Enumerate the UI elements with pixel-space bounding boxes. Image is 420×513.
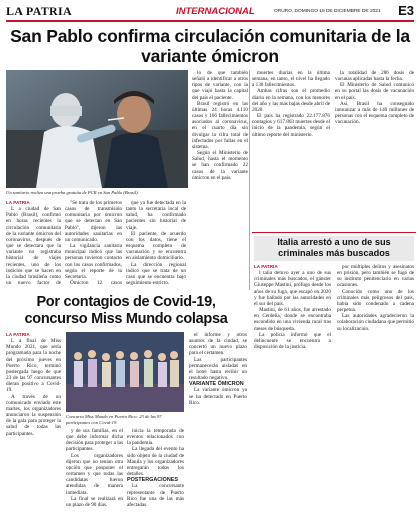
story2-paragraph: La variante ómicron ya se ha detectado en Puerto Rico. <box>189 387 247 406</box>
story1-column-6 <box>335 70 414 228</box>
story1-paragraph: L a ciudad de San Pablo (Brasil), confirmó en horas recientes la circulación comunitaria de la variante ómicron del coronavirus, después de que se detectara que la variante no registraba historial de viajes recientes, uno de los indicios que se hacen en la ciudad brasileña como un nuevo factor de <box>6 206 61 286</box>
story1-column-4 <box>192 70 248 286</box>
story1-paragraph: Según el Ministerio de Salud, hasta el momento se han confirmado 22 casos de la variante ómicron en el país. <box>192 150 248 181</box>
story2-paragraph: Las participantes permanecerán aisladas en el hotel hasta recibir un resultado negativo. <box>189 356 247 382</box>
story3-paragraph: por múltiples delitos y asesinatos en prisión, pero también se fugó de su instituto penitenciario en varias ocasiones. <box>337 264 414 289</box>
story1-photo <box>6 70 188 188</box>
story1-headline: San Pablo confirma circulación comunitaria de la variante ómicron <box>10 26 410 66</box>
story2-headline: Por contagios de Covid-19, concurso Miss Mundo colapsa <box>24 294 228 327</box>
story3-column-2 <box>337 264 414 504</box>
story2-column-4 <box>189 332 247 508</box>
story3-paragraph: La policía informó que el delincuente se encuentra a disposición de la justicia. <box>254 331 331 351</box>
story1-paragraph: "Se trata de los primeros casos de transmisión comunitaria por ómicron que se detectan en San Pablo", dijeron las autoridades sanitarias en un comunicado. <box>65 200 122 243</box>
story1-paragraph: Ambas cifras son el promedio diario en la semana, con los menores del año y las más bajas desde abril de 2020. <box>252 88 330 113</box>
story1-column-2 <box>65 200 122 286</box>
story3-paragraph: Las autoridades agradecieron la colaboración ciudadana que permitió su localización. <box>337 313 414 332</box>
story2-caption <box>66 414 184 425</box>
story1-paragraph: Brasil registró en las últimas 24 horas 4.110 casos y 166 fallecimientos asociados al coronavirus, en el cuarto día sin divulgar la cifra total de infectados por fallas en el sistema. <box>192 100 248 150</box>
story1-caption-text: Un sanitario realiza una prueba gratuita de PCR en San Pablo (Brasil). <box>6 190 139 195</box>
column-divider <box>249 70 250 290</box>
story3-column-1 <box>254 264 331 504</box>
story2-column-2 <box>66 428 123 508</box>
story3-byline: LA PATRIA <box>254 264 278 269</box>
story1-paragraph: La dirección regional indicó que se trata de un caso que se encuentra bajo seguimiento estricto. <box>126 261 186 286</box>
story1-paragraph: que ya fue detectada en la tanto la secretaría local de salud, ha confirmado pacientes sin historial de viaje. <box>126 200 186 231</box>
story2-column-3 <box>127 428 184 508</box>
story2-paragraph: La llegada del evento ha sido objeto de la ciudad de Manila y los organizadores entregarán todos los detalles. <box>127 446 184 478</box>
newspaper-logo: LA PATRIA <box>6 4 72 18</box>
story1-paragraph: Ómicron 12 casos <box>70 280 122 286</box>
story1-column-1 <box>6 200 61 286</box>
covid-test-photo <box>6 70 188 188</box>
publication-date: ORURO, DOMINGO 19 DE DICIEMBRE DE 2021 <box>274 9 381 14</box>
story2-paragraph: La final se realizará en un plazo de 90 días. <box>66 495 123 508</box>
story1-paragraph: La vigilancia sanitaria municipal indicó que las personas tuvieron contacto con los casos confirmados, según el reporte de la Secretaría. <box>65 243 122 280</box>
story1-paragraph: El país ha registrado 22.177.876 contagios y 617.803 muertes desde el inicio de la pandemia, según el último reporte del ministerio. <box>252 113 330 138</box>
story3-headline: Italia arrestó a uno de sus criminales más buscados <box>254 236 414 261</box>
story2-paragraph: L a final de Miss Mundo 2021, que sería programada para la noche del próximo jueves en Puerto Rico, terminó postergada luego de que 23 de las 97 concursantes dieran positivo a Covid-19. <box>6 338 61 394</box>
story2-paragraph: inicia la temporada de eventos relacionados con la pandemia. <box>127 428 184 447</box>
page-number: E3 <box>398 3 414 18</box>
story2-paragraph: La concursante representante de Puerto Rico fue una de las más afectadas. <box>127 483 184 508</box>
story2-paragraph: Los organizadores dijeron que no tenían otra opción que posponer el certamen y que todas las candidatas fueron atendidas de manera inmediata. <box>66 452 123 496</box>
story1-paragraph: Así, Brasil ha conseguido inmunizar a más de 140 millones de personas con el esquema completo de vacunación. <box>335 100 414 126</box>
story1-paragraph: muertes diarias en la última semana, en tanto, el nivel ha llegado a 130 fallecimientos. <box>252 70 330 89</box>
story3-box <box>252 232 416 508</box>
story2-photo <box>66 332 184 412</box>
story1-byline: LA PATRIA <box>6 200 30 205</box>
story3-paragraph: I talia detuvo ayer a uno de sus criminales más buscados, el gánster Giuseppe Mastini, prófugo desde los años de su fuga, que escapó en 2020 y fue hallado por las autoridades en el sur del país. <box>254 270 331 307</box>
story2-subheading: POSTERGACIONES <box>127 477 178 484</box>
miss-world-photo <box>66 332 184 412</box>
story1-paragraph: lo de que también señaló a identificar a otros tipos de variante, con la que viajó hasta la capital del país el paciente. <box>192 70 248 101</box>
story1-column-3 <box>126 200 186 286</box>
section-title: INTERNACIONAL <box>176 6 255 17</box>
header-rule <box>6 20 414 22</box>
story2-byline: LA PATRIA <box>6 332 30 337</box>
story3-paragraph: Conocido como uno de los criminales más peligrosos del país, había sido condenado a cadena perpetua. <box>337 288 414 314</box>
story1-paragraph: El Ministerio de Salud comunicó en su portal las dosis de vacunación en el país. <box>335 82 414 101</box>
story2-column-1 <box>6 332 61 508</box>
story2-caption-text: Concurso Miss Mundo en Puerto Rico: 23 de las 97 participantes con Covid-19. <box>66 414 162 425</box>
story2-subheading: VARIANTE ÓMICRON <box>189 381 244 388</box>
page-header <box>6 4 414 20</box>
story2-paragraph: A través de un comunicado enviado este martes, los organizadores anunciaron la suspensión de la gala para proteger la salud de todas las participantes. <box>6 393 61 437</box>
story2-paragraph: y de sus familias, en el que debe informar dicha decisión para proteger a las participantes. <box>66 428 123 453</box>
story1-paragraph: El paciente, de acuerdo con los datos, tiene el esquema completo de vacunación y se encuentra en aislamiento domiciliario. <box>126 230 186 262</box>
story3-paragraph: Mastini, de 61 años, fue arrestado en Cerdeña, donde se encontraba escondido en una vivienda rural tras meses de búsqueda. <box>254 307 331 332</box>
story1-paragraph: la totalidad de 286 dosis de vacunas aplicadas hasta la fecha. <box>335 70 414 83</box>
story1-column-5 <box>252 70 330 228</box>
story2-paragraph: el informe y otros asuntos de la ciudad, se concertó un nuevo plazo para el certamen. <box>189 332 247 357</box>
